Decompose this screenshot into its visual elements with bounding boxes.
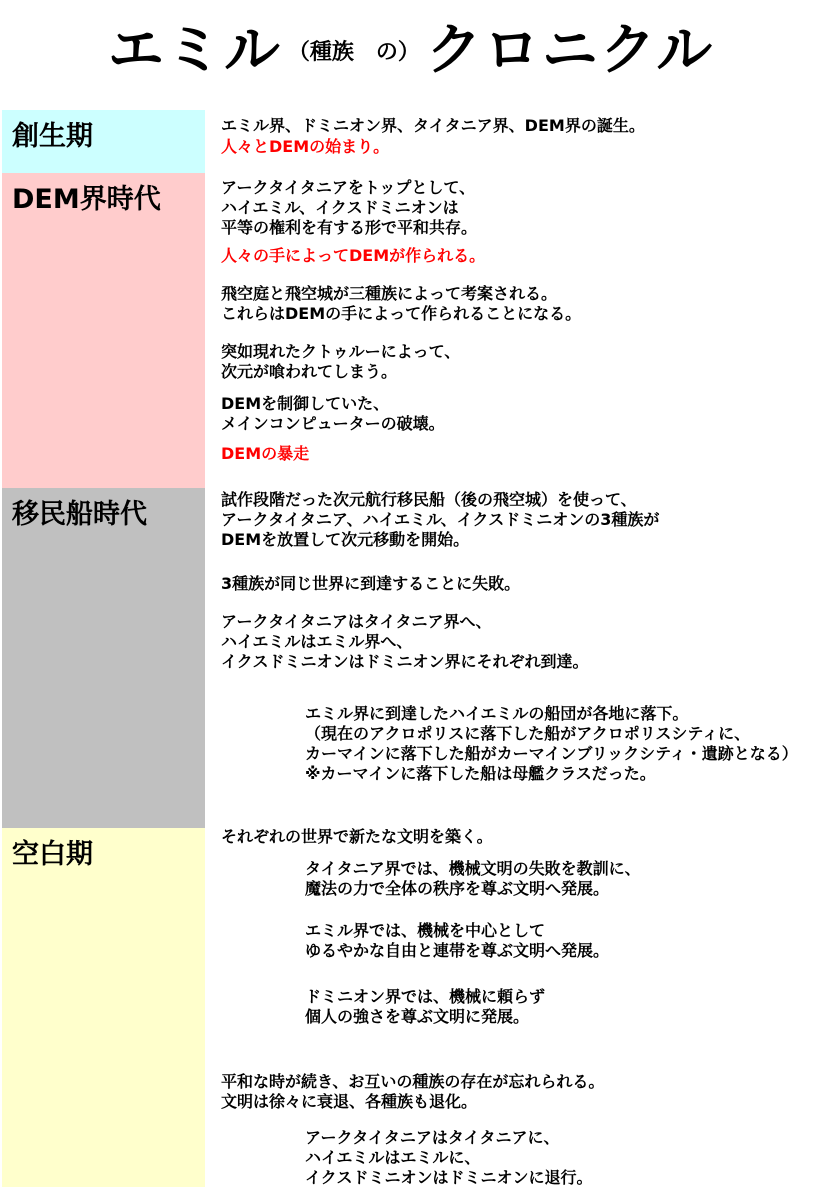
text-line: DEMの暴走 xyxy=(221,444,310,463)
text-line: エミル界では、機械を中心として xyxy=(305,921,546,940)
event-text-indented xyxy=(305,987,545,1027)
text-line: 平和な時が続き、お互いの種族の存在が忘れられる。 xyxy=(221,1072,605,1091)
text-line: （現在のアクロポリスに落下した船がアクロポリスシティに、 xyxy=(305,724,751,743)
text-line: ※カーマインに落下した船は母艦クラスだった。 xyxy=(305,764,656,783)
text-line: 人々とDEMの始まり。 xyxy=(221,137,390,156)
event-text-highlight xyxy=(221,137,389,157)
text-line: DEMを制御していた、 xyxy=(221,394,390,413)
title-main-a: エミル xyxy=(107,18,282,83)
event-text xyxy=(221,1072,604,1112)
event-text xyxy=(221,178,477,238)
text-line: アークタイタニアはタイタニアに、 xyxy=(305,1128,560,1147)
text-line: 文明は徐々に衰退、各種族も退化。 xyxy=(221,1092,478,1111)
text-line: DEMを放置して次元移動を開始。 xyxy=(221,530,470,549)
text-line: 突如現れたクトゥルーによって、 xyxy=(221,342,461,361)
era-label: 移民船時代 xyxy=(12,499,147,530)
era-label: DEM界時代 xyxy=(12,184,161,215)
text-line: 人々の手によってDEMが作られる。 xyxy=(221,246,486,265)
text-line: イクスドミニオンはドミニオンに退行。 xyxy=(305,1168,593,1187)
event-text-indented xyxy=(305,1128,593,1188)
text-line: 3種族が同じ世界に到達することに失敗。 xyxy=(221,574,521,593)
text-line: タイタニア界では、機械文明の失敗を教訓に、 xyxy=(305,859,641,878)
text-line: 飛空庭と飛空城が三種族によって考案される。 xyxy=(221,284,558,303)
text-line: ハイエミルはエミルに、 xyxy=(305,1148,481,1167)
title-main-b: クロニクル xyxy=(425,18,715,83)
event-text-highlight xyxy=(221,246,485,266)
title-small: （種族 の） xyxy=(287,40,420,65)
text-line: アークタイタニアをトップとして、 xyxy=(221,178,476,197)
era-band-dem xyxy=(2,173,205,488)
event-text xyxy=(221,116,645,136)
page-title xyxy=(0,6,822,86)
text-line: エミル界、ドミニオン界、タイタニア界、DEM界の誕生。 xyxy=(221,116,645,135)
text-line: これらはDEMの手によって作られることになる。 xyxy=(221,304,582,323)
text-line: 個人の強さを尊ぶ文明に発展。 xyxy=(305,1007,530,1026)
text-line: エミル界に到達したハイエミルの船団が各地に落下。 xyxy=(305,704,689,723)
event-text xyxy=(221,490,659,550)
era-band-blank xyxy=(2,828,205,1187)
text-line: それぞれの世界で新たな文明を築く。 xyxy=(221,827,493,846)
text-line: イクスドミニオンはドミニオン界にそれぞれ到達。 xyxy=(221,652,589,671)
text-line: ハイエミルはエミル界へ、 xyxy=(221,632,413,651)
event-text-highlight xyxy=(221,444,309,464)
text-line: メインコンピューターの破壊。 xyxy=(221,414,445,433)
text-line: 試作段階だった次元航行移民船（後の飛空城）を使って、 xyxy=(221,490,637,509)
text-line: ゆるやかな自由と連帯を尊ぶ文明へ発展。 xyxy=(305,941,610,960)
text-line: 次元が喰われてしまう。 xyxy=(221,362,398,381)
event-text xyxy=(221,827,493,847)
era-label: 空白期 xyxy=(12,839,93,870)
event-text-indented xyxy=(305,704,798,784)
event-text-indented xyxy=(305,859,641,899)
text-line: カーマインに落下した船がカーマインブリックシティ・遺跡となる） xyxy=(305,744,798,763)
event-text xyxy=(221,612,589,672)
era-band-genesis xyxy=(2,110,205,173)
event-text xyxy=(221,342,460,382)
event-text xyxy=(221,574,520,594)
event-text xyxy=(221,284,581,324)
text-line: アークタイタニアはタイタニア界へ、 xyxy=(221,612,492,631)
text-line: アークタイタニア、ハイエミル、イクスドミニオンの3種族が xyxy=(221,510,660,529)
text-line: 平等の権利を有する形で平和共存。 xyxy=(221,218,478,237)
event-text-indented xyxy=(305,921,609,961)
text-line: ハイエミル、イクスドミニオンは xyxy=(221,198,459,217)
text-line: 魔法の力で全体の秩序を尊ぶ文明へ発展。 xyxy=(305,879,610,898)
era-band-emigrant-ship xyxy=(2,488,205,828)
text-line: ドミニオン界では、機械に頼らず xyxy=(305,987,546,1006)
event-text xyxy=(221,394,445,434)
era-label: 創生期 xyxy=(12,121,93,152)
